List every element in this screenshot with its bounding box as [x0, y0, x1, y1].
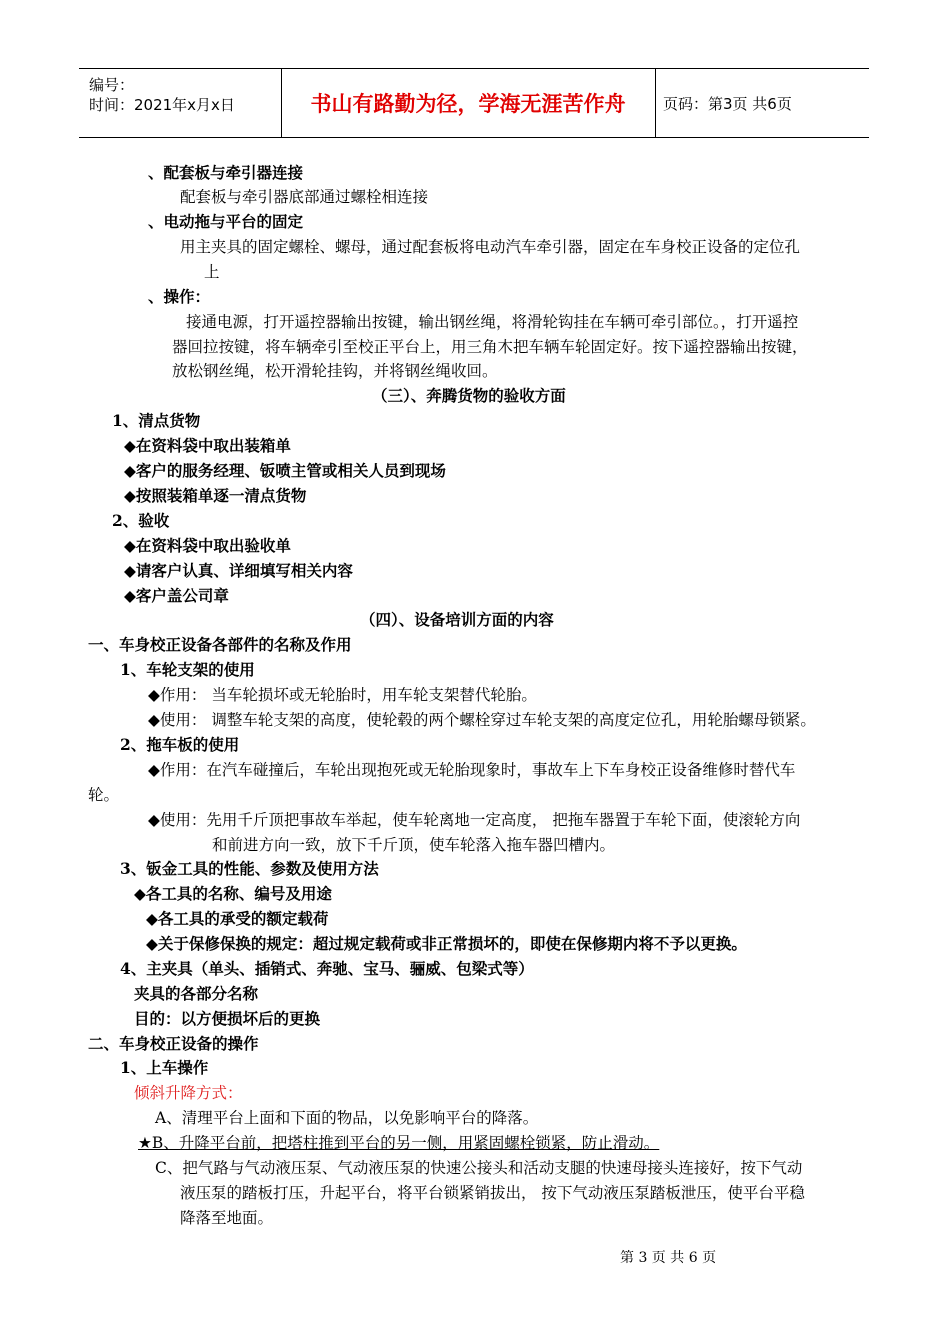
paragraph-line: 轮。 — [88, 786, 120, 804]
chapter-heading: 一、车身校正设备各部件的名称及作用 — [88, 635, 352, 654]
list-heading: 1、清点货物 — [112, 411, 201, 430]
bullet-item: ◆作用：在汽车碰撞后，车轮出现抱死或无轮胎现象时，事故车上下车身校正设备维修时替代车 — [148, 761, 796, 779]
paragraph-line: 配套板与牵引器底部通过螺栓相连接 — [180, 188, 429, 206]
bullet-item: ◆客户的服务经理、钣喷主管或相关人员到现场 — [124, 461, 446, 480]
list-heading: 1、上车操作 — [120, 1058, 209, 1077]
step-item: A、清理平台上面和下面的物品，以免影响平台的降落。 — [155, 1109, 539, 1127]
paragraph-line: 上 — [204, 263, 220, 281]
header-meta — [89, 75, 235, 115]
step-item: C、把气路与气动液压泵、气动液压泵的快速公接头和活动支腿的快速母接头连接好，按下气动 — [155, 1159, 803, 1177]
bullet-item: ◆各工具的名称、编号及用途 — [134, 884, 332, 903]
bullet-item: ◆使用：先用千斤顶把事故车举起，使车轮离地一定高度， 把拖车器置于车轮下面，使滚轮方向 — [148, 811, 801, 829]
page-code: 页码：第3页 共6页 — [663, 94, 792, 113]
list-heading: 1、车轮支架的使用 — [120, 660, 255, 679]
step-item-important: ★B、升降平台前，把塔柱推到平台的另一侧，用紧固螺栓锁紧，防止滑动。 — [138, 1134, 660, 1152]
paragraph-line: 和前进方向一致，放下千斤顶，使车轮落入拖车器凹槽内。 — [212, 836, 616, 854]
header-divider — [655, 69, 656, 137]
list-heading: 4、主夹具（单头、插销式、奔驰、宝马、骊威、包梁式等） — [120, 959, 534, 978]
page-footer: 第 3 页 共 6 页 — [620, 1250, 717, 1266]
subsection-heading: 、配套板与牵引器连接 — [148, 163, 304, 182]
bullet-item: ◆在资料袋中取出验收单 — [124, 536, 291, 555]
paragraph-line: 放松钢丝绳，松开滑轮挂钩，并将钢丝绳收回。 — [172, 362, 498, 380]
list-heading: 2、拖车板的使用 — [120, 735, 240, 754]
method-heading: 倾斜升降方式： — [134, 1084, 243, 1102]
list-heading: 3、钣金工具的性能、参数及使用方法 — [120, 859, 379, 878]
header-motto: 书山有路勤为径，学海无涯苦作舟 — [310, 92, 626, 116]
section-heading: （四）、设备培训方面的内容 — [360, 610, 554, 629]
bullet-item: ◆在资料袋中取出装箱单 — [124, 436, 291, 455]
section-heading: （三）、奔腾货物的验收方面 — [372, 386, 566, 405]
paragraph-line: 用主夹具的固定螺栓、螺母，通过配套板将电动汽车牵引器，固定在车身校正设备的定位孔 — [180, 238, 801, 256]
paragraph-line: 夹具的各部分名称 — [134, 984, 259, 1003]
page-header — [79, 68, 869, 138]
bullet-item: ◆客户盖公司章 — [124, 586, 229, 605]
number-label: 编号： — [89, 76, 135, 94]
bullet-item: ◆使用： 调整车轮支架的高度，使轮毂的两个螺栓穿过车轮支架的高度定位孔，用轮胎螺母锁紧。 — [148, 711, 816, 729]
bullet-item: ◆关于保修保换的规定：超过规定载荷或非正常损坏的，即使在保修期内将不予以更换。 — [146, 934, 747, 953]
bullet-item: ◆作用： 当车轮损坏或无轮胎时，用车轮支架替代轮胎。 — [148, 686, 537, 704]
chapter-heading: 二、车身校正设备的操作 — [88, 1034, 259, 1053]
paragraph-line: 目的：以方便损坏后的更换 — [134, 1009, 321, 1028]
bullet-item: ◆各工具的承受的额定载荷 — [146, 909, 329, 928]
time-label: 时间：2021年x月x日 — [89, 96, 235, 114]
subsection-heading: 、操作： — [148, 287, 211, 306]
subsection-heading: 、电动拖与平台的固定 — [148, 212, 304, 231]
list-heading: 2、验收 — [112, 511, 170, 530]
paragraph-line: 降落至地面。 — [180, 1209, 274, 1227]
bullet-item: ◆请客户认真、详细填写相关内容 — [124, 561, 353, 580]
paragraph-line: 器回拉按键，将车辆牵引至校正平台上，用三角木把车辆车轮固定好。按下遥控器输出按键， — [172, 338, 808, 356]
bullet-item: ◆按照装箱单逐一清点货物 — [124, 486, 307, 505]
paragraph-line: 接通电源，打开遥控器输出按键，输出钢丝绳，将滑轮钩挂在车辆可牵引部位。，打开遥控 — [186, 313, 799, 331]
paragraph-line: 液压泵的踏板打压，升起平台，将平台锁紧销拔出， 按下气动液压泵踏板泄压，使平台平稳 — [180, 1184, 805, 1202]
